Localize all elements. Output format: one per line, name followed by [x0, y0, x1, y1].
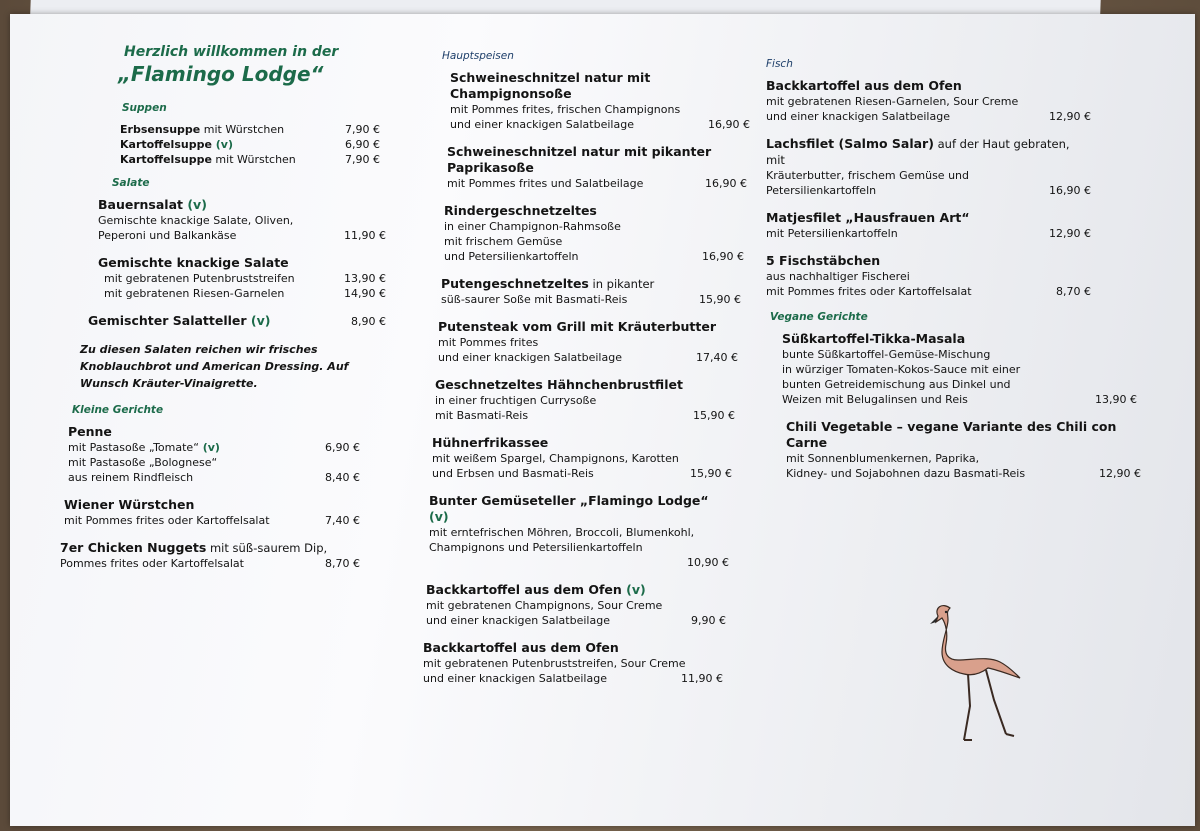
dish-description: bunten Getreidemischung aus Dinkel und	[782, 378, 1011, 391]
list-item	[444, 203, 744, 264]
dish-price: 6,90 €	[325, 441, 360, 454]
list-item	[441, 276, 741, 307]
dish-price: 16,90 €	[708, 118, 750, 131]
list-item	[98, 255, 386, 301]
dish-description: Pommes frites oder Kartoffelsalat	[60, 557, 244, 570]
dish-description: aus reinem Rindfleisch	[68, 471, 194, 484]
dish-name: Backkartoffel aus dem Ofen	[766, 78, 962, 93]
dish-name: Rindergeschnetzeltes	[444, 203, 597, 218]
dish-description: süß-saurer Soße mit Basmati-Reis	[441, 293, 628, 306]
dish-description: Gemischte knackige Salate, Oliven,	[98, 214, 294, 227]
dish-name: Chili Vegetable – vegane Variante des Chili con Carne	[786, 419, 1117, 450]
dish-name: Kartoffelsuppe	[120, 138, 212, 151]
dish-name: Matjesfilet „Hausfrauen Art“	[766, 210, 970, 225]
section-suppen: Suppen	[122, 102, 167, 114]
dish-description: Champignons und Petersilienkartoffeln	[429, 541, 643, 554]
soup-list	[120, 122, 380, 167]
vegan-list	[766, 331, 1156, 481]
list-item	[60, 424, 360, 485]
dish-name: 5 Fischstäbchen	[766, 253, 881, 268]
menu-column-right	[766, 58, 1156, 493]
dish-description: mit gebratenen Riesen-Garnelen, Sour Creme	[766, 95, 1019, 108]
dish-price: 8,40 €	[325, 471, 360, 484]
dish-description: Kidney- und Sojabohnen dazu Basmati-Reis	[786, 467, 1026, 480]
dish-description: bunte Süßkartoffel-Gemüse-Mischung	[782, 348, 991, 361]
dish-name: Gemischter Salatteller	[88, 313, 247, 328]
salad-note: Zu diesen Salaten reichen wir frisches Knoblauchbrot und American Dressing. Auf Wunsch Kräuter-Vinaigrette.	[80, 343, 349, 390]
dish-suffix: mit Würstchen	[200, 123, 285, 136]
welcome-line: Herzlich willkommen in der	[124, 44, 339, 60]
dish-price: 8,70 €	[325, 557, 360, 570]
list-item	[60, 497, 360, 528]
dish-price: 12,90 €	[1049, 227, 1091, 240]
small-dishes-list	[60, 424, 360, 571]
flamingo-illustration	[928, 594, 1028, 744]
list-item	[450, 70, 750, 132]
dish-description: mit frischem Gemüse	[444, 235, 563, 248]
dish-name: Bunter Gemüseteller „Flamingo Lodge“	[429, 493, 709, 508]
list-item	[98, 197, 386, 243]
dish-description: mit gebratenen Putenbruststreifen	[104, 272, 295, 285]
dish-description: aus nachhaltiger Fischerei	[766, 270, 910, 283]
dish-name: Backkartoffel aus dem Ofen	[423, 640, 619, 655]
dish-description: mit Pommes frites und Salatbeilage	[447, 177, 644, 190]
list-item	[120, 122, 380, 137]
list-item	[766, 253, 1091, 299]
dish-description: und einer knackigen Salatbeilage	[438, 351, 622, 364]
section-kleine-gerichte: Kleine Gerichte	[72, 404, 164, 416]
dish-price: 7,90 €	[345, 153, 380, 166]
list-item	[120, 152, 380, 167]
dish-suffix: in pikanter	[588, 277, 655, 291]
dish-description: und einer knackigen Salatbeilage	[426, 614, 610, 627]
dish-description: mit Pommes frites	[438, 336, 539, 349]
section-salate: Salate	[112, 177, 150, 189]
dish-name: Gemischte knackige Salate	[98, 255, 289, 270]
list-item	[426, 582, 726, 628]
dish-name: 7er Chicken Nuggets	[60, 540, 207, 555]
dish-name: Hühnerfrikassee	[432, 435, 549, 450]
dish-name: Wiener Würstchen	[64, 497, 195, 512]
dish-description: und einer knackigen Salatbeilage	[423, 672, 607, 685]
dish-description: und einer knackigen Salatbeilage	[450, 118, 634, 131]
dish-name: Süßkartoffel-Tikka-Masala	[782, 331, 966, 346]
dish-price: 16,90 €	[702, 250, 744, 263]
vegetarian-mark: (v)	[429, 509, 449, 524]
fish-list	[766, 78, 1156, 299]
vegetarian-mark: (v)	[182, 197, 207, 212]
dish-description: mit Pastasoße „Bolognese“	[68, 456, 218, 469]
dish-description: Peperoni und Balkankäse	[98, 229, 237, 242]
dish-price: 17,40 €	[696, 351, 738, 364]
dish-description: mit Petersilienkartoffeln	[766, 227, 898, 240]
list-item	[60, 540, 360, 571]
dish-description: mit weißem Spargel, Champignons, Karotten	[432, 452, 679, 465]
dish-description: mit Pommes frites oder Kartoffelsalat	[766, 285, 972, 298]
dish-description: in würziger Tomaten-Kokos-Sauce mit einer	[782, 363, 1021, 376]
dish-description: Kräuterbutter, frischem Gemüse und	[766, 169, 969, 182]
list-item	[429, 493, 729, 570]
menu-column-left	[40, 44, 410, 583]
vegetarian-mark: (v)	[621, 582, 646, 597]
list-item	[766, 136, 1091, 198]
dish-price: 10,90 €	[687, 556, 729, 569]
dish-price: 13,90 €	[344, 272, 386, 285]
dish-price: 11,90 €	[344, 229, 386, 242]
salad-list	[88, 197, 386, 329]
section-hauptspeisen: Hauptspeisen	[442, 50, 514, 62]
dish-price: 8,90 €	[351, 315, 386, 328]
dish-description: in einer fruchtigen Currysoße	[435, 394, 597, 407]
list-item	[88, 313, 386, 329]
dish-price: 14,90 €	[344, 287, 386, 300]
list-item	[435, 377, 735, 423]
dish-suffix: auf der Haut gebraten, mit	[766, 137, 1070, 167]
list-item	[782, 331, 1137, 407]
restaurant-name: „Flamingo Lodge“	[118, 62, 324, 86]
dish-name: Erbsensuppe	[120, 123, 201, 136]
list-item	[786, 419, 1141, 481]
dish-price: 16,90 €	[705, 177, 747, 190]
dish-description: mit gebratenen Putenbruststreifen, Sour Creme	[423, 657, 686, 670]
dish-description: Petersilienkartoffeln	[766, 184, 877, 197]
dish-price: 7,40 €	[325, 514, 360, 527]
dish-description: mit gebratenen Riesen-Garnelen	[104, 287, 285, 300]
list-item	[438, 319, 738, 365]
main-dishes-list	[408, 70, 750, 686]
list-item	[432, 435, 732, 481]
dish-price: 15,90 €	[693, 409, 735, 422]
dish-description: Weizen mit Belugalinsen und Reis	[782, 393, 968, 406]
vegetarian-mark: (v)	[211, 138, 233, 151]
dish-price: 12,90 €	[1099, 467, 1141, 480]
dish-name: Geschnetzeltes Hähnchenbrustfilet	[435, 377, 683, 392]
dish-price: 16,90 €	[1049, 184, 1091, 197]
dish-suffix: mit süß-saurem Dip,	[206, 541, 328, 555]
dish-price: 15,90 €	[699, 293, 741, 306]
dish-name: Putensteak vom Grill mit Kräuterbutter	[438, 319, 717, 334]
dish-price: 13,90 €	[1095, 393, 1137, 406]
dish-name: Putengeschnetzeltes	[441, 276, 589, 291]
menu-column-middle	[408, 50, 750, 698]
dish-description: mit Pastasoße „Tomate“	[68, 441, 199, 454]
dish-description: mit erntefrischen Möhren, Broccoli, Blumenkohl,	[429, 526, 695, 539]
section-fisch: Fisch	[766, 58, 793, 70]
dish-price: 12,90 €	[1049, 110, 1091, 123]
dish-description: und einer knackigen Salatbeilage	[766, 110, 950, 123]
list-item	[120, 137, 380, 152]
dish-name: Kartoffelsuppe	[120, 153, 212, 166]
dish-description: mit Sonnenblumenkernen, Paprika,	[786, 452, 980, 465]
dish-price: 6,90 €	[345, 138, 380, 151]
dish-description: mit Basmati-Reis	[435, 409, 529, 422]
list-item	[423, 640, 723, 686]
vegetarian-mark: (v)	[198, 441, 220, 454]
dish-name: Lachsfilet (Salmo Salar)	[766, 136, 934, 151]
dish-price: 7,90 €	[345, 123, 380, 136]
list-item	[766, 78, 1091, 124]
dish-price: 15,90 €	[690, 467, 732, 480]
dish-description: mit Pommes frites oder Kartoffelsalat	[64, 514, 270, 527]
section-vegan: Vegane Gerichte	[770, 311, 868, 323]
vegetarian-mark: (v)	[246, 313, 271, 328]
list-item	[766, 210, 1091, 241]
dish-description: mit gebratenen Champignons, Sour Creme	[426, 599, 663, 612]
dish-price: 9,90 €	[691, 614, 726, 627]
menu-sheet	[10, 14, 1195, 826]
dish-name: Schweineschnitzel natur mit pikanter Paprikasoße	[447, 144, 712, 175]
dish-name: Backkartoffel aus dem Ofen	[426, 582, 622, 597]
dish-price: 8,70 €	[1056, 285, 1091, 298]
dish-description: mit Pommes frites, frischen Champignons	[450, 103, 681, 116]
dish-name: Penne	[68, 424, 112, 439]
dish-price: 11,90 €	[681, 672, 723, 685]
dish-description: und Erbsen und Basmati-Reis	[432, 467, 594, 480]
dish-suffix: mit Würstchen	[211, 153, 296, 166]
dish-name: Schweineschnitzel natur mit Champignonsoße	[450, 70, 651, 101]
dish-name: Bauernsalat	[98, 197, 183, 212]
list-item	[447, 144, 747, 191]
dish-description: in einer Champignon-Rahmsoße	[444, 220, 621, 233]
dish-description: und Petersilienkartoffeln	[444, 250, 579, 263]
